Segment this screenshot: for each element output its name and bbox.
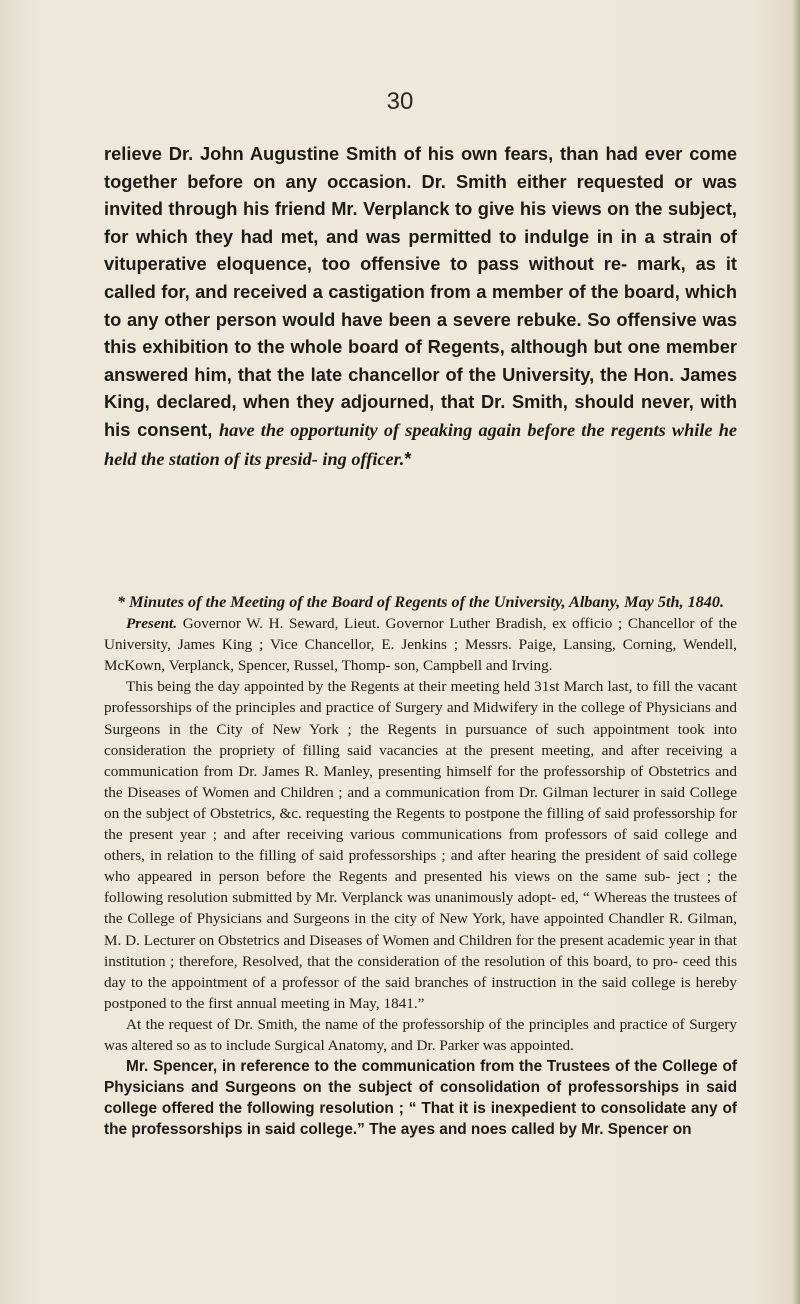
footnote-present-text: Governor W. H. Seward, Lieut. Governor Luther Bradish, ex officio ; Chancellor of the University, James King ; Vice Chancellor, E. Jenkins ; Messrs. Paige, Lansing, Corning, Wendell, McKown, Verplanck, Spencer, Russel, Thomp- son, Campbell and Irving.	[104, 615, 738, 675]
footnote-heading: * Minutes of the Meeting of the Board of Regents of the University, Albany, May 5th, 1840.	[116, 593, 725, 611]
footnote-present-label: Present.	[126, 615, 178, 633]
footnote-paragraph-surgery: At the request of Dr. Smith, the name of the professorship of the principles and practice of Surgery was altered so as to include Surgical Anatomy, and Dr. Parker was appointed.	[104, 1015, 737, 1054]
main-paragraph	[104, 140, 737, 473]
footnote-marker: *	[404, 447, 412, 469]
footnote-paragraph-consolidation: Mr. Spencer, in reference to the communication from the Trustees of the College of Physicians and Surgeons on the subject of consolidation of professorships in said college offered the following resolution ; “ That it is inexpedient to consolidate any of the professorships in said college.” The ayes and noes called by Mr. Spencer on	[104, 1058, 737, 1139]
page-edge-shadow	[792, 0, 800, 1304]
main-paragraph-italic: have the opportunity of speaking again before the regents while he held the station of its presid- ing officer.	[104, 419, 737, 469]
footnote	[104, 592, 737, 1140]
main-paragraph-text: relieve Dr. John Augustine Smith of his own fears, than had ever come together before on any occasion. Dr. Smith either requested or was invited through his friend Mr. Verplanck to give his views on the subject, for which they had met, and was permitted to indulge in in a strain of vituperative eloquence, too offensive to pass without re- mark, as it called for, and received a castigation from a member of the board, which to any other person would have been a severe rebuke. So offensive was this exhibition to the whole board of Regents, although but one member answered him, that the late chancellor of the University, the Hon. James King, declared, when they adjourned, that Dr. Smith, should never, with his consent,	[104, 143, 737, 440]
page-number: 30	[386, 88, 414, 115]
footnote-paragraph-resolution: This being the day appointed by the Regents at their meeting held 31st March last, to fill the vacant professorships of the principles and practice of Surgery and Midwifery in the college of Physicians and Surgeons in the City of New York ; the Regents in pursuance of such appointment took into consideration the propriety of filling said vacancies at the present meeting, and after receiving a communication from Dr. James R. Manley, presenting himself for the professorship of Obstetrics and the Diseases of Women and Children ; and a communication from Dr. Gilman lecturer in said College on the subject of Obstetrics, &c. requesting the Regents to postpone the filling of said professorship for the present year ; and after receiving various communications from professors of said college and others, in relation to the filling of said professorships ; and after hearing the president of said college who appeared in person before the Regents and presented his views on the same sub- ject ; the following resolution submitted by Mr. Verplanck was unanimously adopt- ed, “ Whereas the trustees of the College of Physicians and Surgeons in the city of New York, have appointed Chandler R. Gilman, M. D. Lecturer on Obstetrics and Diseases of Women and Children for the present academic year in that institution ; therefore, Resolved, that the consideration of the resolution of this board, to pro- ceed this day to the appointment of a professor of the said branches of instruction in the said college is hereby postponed to the first annual meeting in May, 1841.”	[104, 678, 737, 1012]
footnote-present	[104, 613, 737, 676]
